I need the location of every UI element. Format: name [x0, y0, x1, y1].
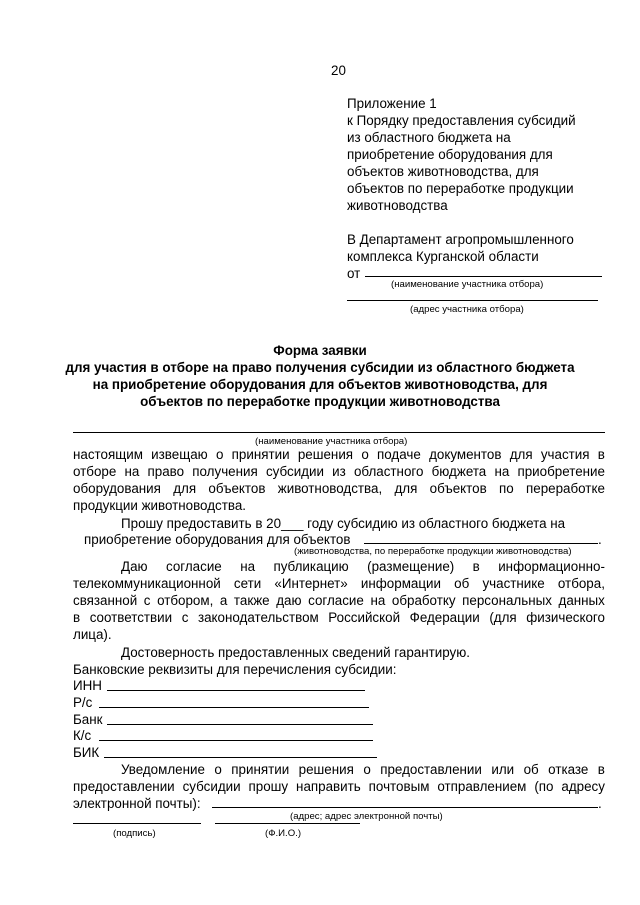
word: согласие	[308, 593, 364, 608]
word: о	[214, 762, 222, 777]
word: об	[454, 576, 470, 591]
bank-label: Банк	[73, 712, 103, 727]
word: отправлением	[437, 779, 527, 794]
appendix-line: к Порядку предоставления субсидий	[347, 113, 576, 128]
text-line: электронной почты):	[73, 796, 201, 811]
word: в	[472, 559, 480, 574]
full-name-line[interactable]	[215, 823, 360, 824]
word: (по	[534, 779, 554, 794]
word: предоставлении	[73, 779, 175, 794]
appendix-line: объектов животноводства, для	[347, 164, 539, 179]
word: (размещение)	[367, 559, 455, 574]
bank-field[interactable]	[107, 724, 373, 725]
word: животноводства,	[277, 481, 383, 496]
word: о	[363, 762, 371, 777]
word: участия	[540, 447, 590, 462]
text-line	[73, 480, 605, 497]
word: настоящим	[73, 447, 143, 462]
appendix-line: из областного бюджета на	[347, 130, 511, 145]
word: субсидии	[265, 464, 324, 479]
word: также	[233, 593, 270, 608]
word: по	[499, 481, 514, 496]
word: отборе	[73, 464, 117, 479]
word: объектов	[208, 481, 266, 496]
word: извещаю	[151, 447, 208, 462]
word: в	[597, 447, 605, 462]
word: обработку	[391, 593, 456, 608]
word: отбора,	[557, 576, 605, 591]
form-title-line: на приобретение оборудования для объектов животноводства, для	[92, 377, 548, 392]
appendix-title: Приложение 1	[347, 96, 437, 111]
word: направить	[296, 779, 361, 794]
form-title-line: для участия в отборе на право получения субсидии из областного бюджета	[65, 360, 575, 375]
word: получения	[192, 464, 258, 479]
word: право	[147, 464, 185, 479]
word: для	[394, 481, 418, 496]
word: телекоммуникационной	[73, 576, 221, 591]
word: принятии	[231, 762, 290, 777]
word: информации	[360, 576, 441, 591]
bik-field[interactable]	[104, 757, 377, 758]
word: отбором,	[157, 593, 214, 608]
participant-name-line[interactable]	[365, 276, 602, 277]
word: приобретение	[517, 464, 605, 479]
word: для	[509, 447, 533, 462]
word: даю	[276, 593, 302, 608]
word: почтовым	[368, 779, 430, 794]
word: из	[332, 464, 346, 479]
word: об	[523, 762, 539, 777]
inn-label: ИНН	[73, 678, 102, 693]
word: Даю	[121, 559, 148, 574]
word: согласие	[165, 559, 222, 574]
text-line: Прошу предоставить в 20___ году субсидию из областного бюджета на	[121, 516, 566, 531]
appendix-line: животноводства	[347, 198, 448, 213]
word: физического	[526, 610, 605, 625]
word: решения	[297, 447, 354, 462]
word: связанной	[73, 593, 138, 608]
word: подаче	[377, 447, 421, 462]
word: участнике	[482, 576, 545, 591]
form-title-line: объектов по переработке продукции животноводства	[140, 394, 500, 409]
word: решения	[298, 762, 354, 777]
text-line	[73, 575, 605, 592]
word: на	[494, 464, 510, 479]
corr-account-label: К/с	[73, 728, 92, 743]
word: оборудования	[73, 481, 161, 496]
word: для	[173, 481, 197, 496]
form-title-line: Форма заявки	[273, 343, 367, 358]
appendix-line: приобретение оборудования для	[347, 147, 553, 162]
participant-caption: (наименование участника отбора)	[255, 436, 408, 447]
signature-line[interactable]	[73, 823, 201, 824]
word: соответствии	[89, 610, 173, 625]
word: объектов	[429, 481, 487, 496]
word: публикацию	[273, 559, 349, 574]
word: на	[124, 464, 140, 479]
bank-heading: Банковские реквизиты для перечисления субсидии:	[73, 662, 397, 677]
word: бюджета	[431, 464, 487, 479]
word: о	[215, 447, 224, 462]
signature-caption: (подпись)	[113, 828, 156, 839]
word: в	[597, 762, 605, 777]
inn-field[interactable]	[107, 690, 365, 691]
word: а	[219, 593, 228, 608]
account-field[interactable]	[99, 707, 369, 708]
text-line	[121, 558, 605, 575]
corr-account-field[interactable]	[99, 740, 373, 741]
object-type-line[interactable]	[364, 543, 598, 544]
word: законодательством	[197, 610, 319, 625]
word: принятии	[231, 447, 290, 462]
text-line: лица).	[73, 627, 112, 642]
word: предоставлении	[380, 762, 482, 777]
word: Уведомление	[121, 762, 205, 777]
word: документов	[429, 447, 502, 462]
full-name-caption: (Ф.И.О.)	[265, 828, 302, 839]
text-line	[73, 446, 605, 463]
word: информационно-	[498, 559, 605, 574]
text-line	[73, 609, 605, 626]
word: в	[73, 610, 81, 625]
word: переработке	[526, 481, 605, 496]
period: .	[598, 796, 602, 811]
from-label: от	[347, 266, 361, 281]
participant-address-line[interactable]	[347, 300, 598, 301]
word: областного	[353, 464, 424, 479]
participant-line[interactable]	[73, 432, 605, 433]
guarantee-text: Достоверность предоставленных сведений гарантирую.	[121, 645, 470, 660]
addressee-line: В Департамент агропромышленного	[347, 232, 574, 247]
appendix-line: объектов по переработке продукции	[347, 181, 574, 196]
text-line	[73, 463, 605, 480]
word: субсидии	[182, 779, 241, 794]
word: (для	[489, 610, 517, 625]
text-line	[73, 778, 605, 795]
word: Федерации	[409, 610, 480, 625]
addressee-line: комплекса Курганской области	[347, 249, 539, 264]
word: на	[370, 593, 386, 608]
word: на	[240, 559, 256, 574]
page-number: 20	[331, 63, 346, 78]
word: данных	[558, 593, 605, 608]
text-line	[73, 592, 605, 609]
word: о	[361, 447, 369, 462]
participant-address-caption: (адрес участника отбора)	[410, 304, 524, 315]
object-type-caption: (животноводства, по переработке продукции животноводства)	[294, 546, 572, 557]
word: с	[181, 610, 189, 625]
email-address-caption: (адрес; адрес электронной почты)	[290, 811, 443, 822]
participant-name-caption: (наименование участника отбора)	[391, 279, 544, 290]
word: прошу	[248, 779, 289, 794]
period: .	[598, 532, 602, 547]
word: сети	[233, 576, 262, 591]
text-line: приобретение оборудования для объектов	[84, 532, 351, 547]
word: персональных	[462, 593, 552, 608]
bik-label: БИК	[73, 745, 100, 760]
email-address-field[interactable]	[212, 807, 598, 808]
word: адресу	[561, 779, 605, 794]
word: отказе	[548, 762, 589, 777]
word: Российской	[328, 610, 401, 625]
word: «Интернет»	[274, 576, 348, 591]
word: с	[143, 593, 151, 608]
text-line: продукции животноводства.	[73, 498, 246, 513]
text-line	[121, 761, 605, 778]
word: или	[491, 762, 515, 777]
account-label: Р/с	[73, 695, 93, 710]
